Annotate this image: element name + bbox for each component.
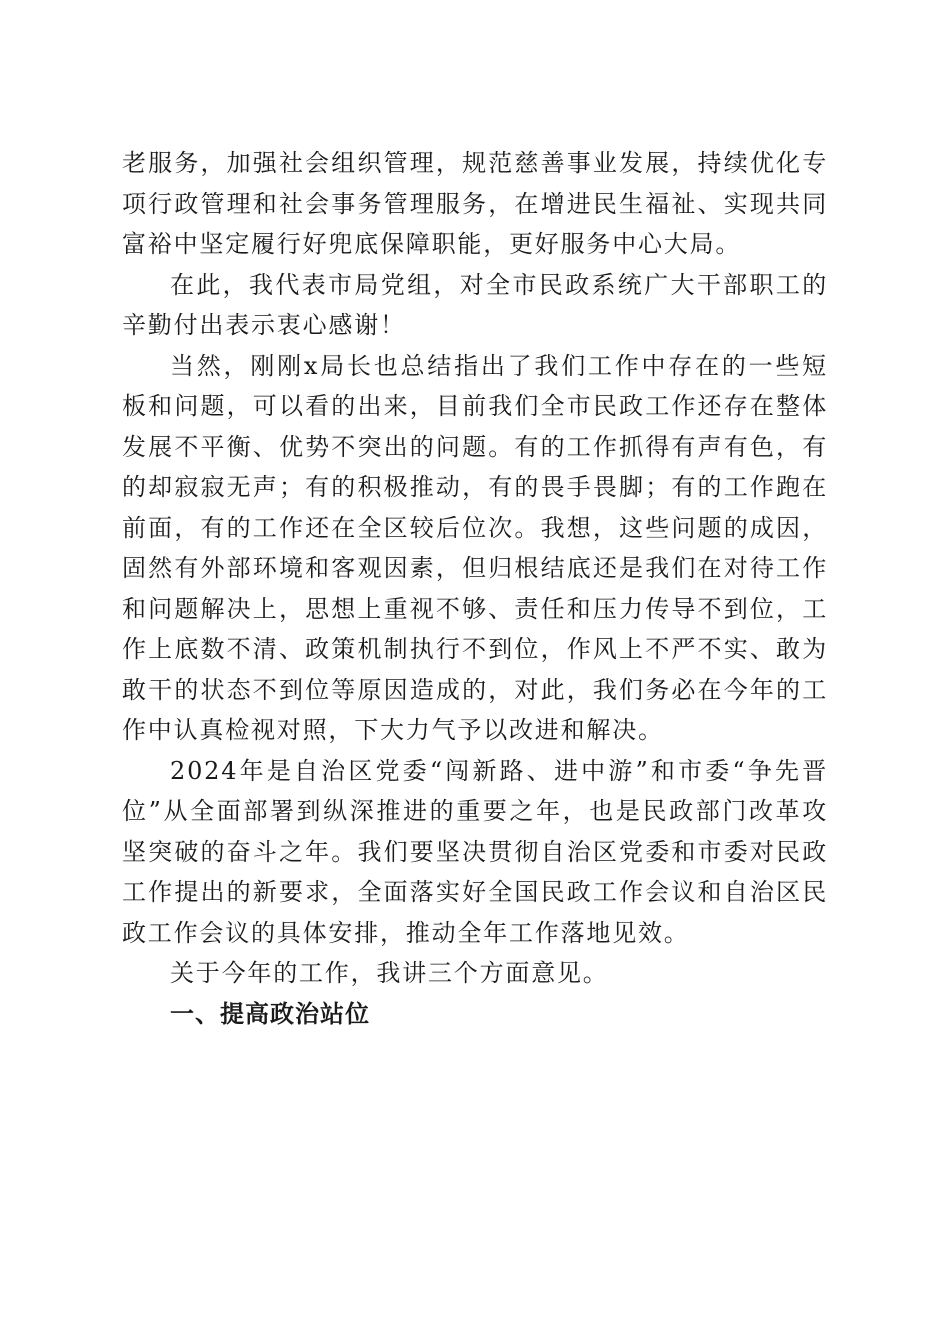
body-paragraph-4: 2024年是自治区党委“闯新路、进中游”和市委“争先晋位”从全面部署到纵深推进的重要之年，也是民政部门改革攻坚突破的奋斗之年。我们要坚决贯彻自治区党委和市委对民政工作提出的新要求，全面落实好全国民政工作会议和自治区民政工作会议的具体安排，推动全年工作落地见效。: [122, 756, 828, 947]
section-heading: 一、提高政治站位: [170, 999, 370, 1028]
body-paragraph-1: 老服务，加强社会组织管理，规范慈善事业发展，持续优化专项行政管理和社会事务管理服务，在增进民生福祉、实现共同富裕中坚定履行好兜底保障职能，更好服务中心大局。: [122, 149, 828, 258]
document-page: [122, 143, 828, 1034]
body-paragraph-3: 当然，刚刚x局长也总结指出了我们工作中存在的一些短板和问题，可以看的出来，目前我们全市民政工作还存在整体发展不平衡、优势不突出的问题。有的工作抓得有声有色，有的却寂寂无声；有的积极推动，有的畏手畏脚；有的工作跑在前面，有的工作还在全区较后位次。我想，这些问题的成因，固然有外部环境和客观因素，但归根结底还是我们在对待工作和问题解决上，思想上重视不够、责任和压力传导不到位，工作上底数不清、政策机制执行不到位，作风上不严不实、敢为敢干的状态不到位等原因造成的，对此，我们务必在今年的工作中认真检视对照，下大力气予以改进和解决。: [122, 351, 828, 744]
body-paragraph-2: 在此，我代表市局党组，对全市民政系统广大干部职工的辛勤付出表示衷心感谢！: [122, 270, 828, 339]
body-paragraph-5: 关于今年的工作，我讲三个方面意见。: [170, 959, 609, 987]
